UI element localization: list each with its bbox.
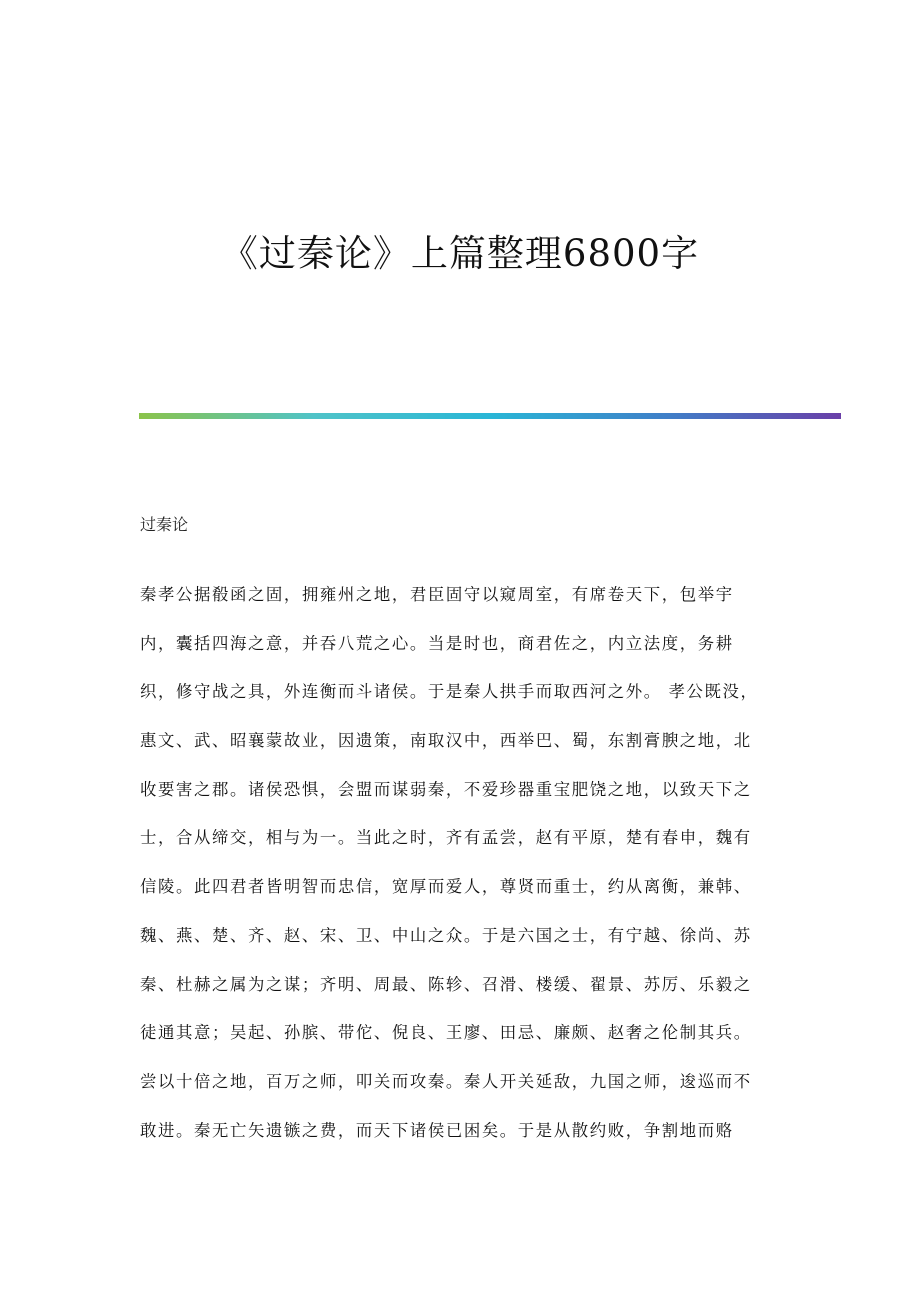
- section-heading: 过秦论: [140, 515, 189, 534]
- body-line: 信陵。此四君者皆明智而忠信，宽厚而爱人，尊贤而重士，约从离衡，兼韩、: [140, 877, 752, 897]
- body-line: 士，合从缔交，相与为一。当此之时，齐有孟尝，赵有平原，楚有春申，魏有: [140, 828, 752, 848]
- body-line: 魏、燕、楚、齐、赵、宋、卫、中山之众。于是六国之士，有宁越、徐尚、苏: [140, 925, 752, 945]
- body-line: 秦、杜赫之属为之谋；齐明、周最、陈轸、召滑、楼缓、翟景、苏厉、乐毅之: [140, 974, 752, 994]
- body-line: 惠文、武、昭襄蒙故业，因遗策，南取汉中，西举巴、蜀，东割膏腴之地，北: [140, 731, 752, 751]
- body-line: 织，修守战之具，外连衡而斗诸侯。于是秦人拱手而取西河之外。 孝公既没，: [140, 682, 759, 702]
- body-line: 徒通其意；吴起、孙膑、带佗、倪良、王廖、田忌、廉颇、赵奢之伦制其兵。: [140, 1023, 752, 1043]
- body-text: [140, 579, 780, 1163]
- body-line: 敢进。秦无亡矢遗镞之费，而天下诸侯已困矣。于是从散约败，争割地而赂: [140, 1120, 734, 1140]
- document-title: 《过秦论》上篇整理6800字: [220, 232, 700, 275]
- body-line: 收要害之郡。诸侯恐惧，会盟而谋弱秦，不爱珍器重宝肥饶之地，以致天下之: [140, 779, 752, 799]
- body-line: 尝以十倍之地，百万之师，叩关而攻秦。秦人开关延敌，九国之师，逡巡而不: [140, 1071, 752, 1091]
- body-line: 秦孝公据殽函之固，拥雍州之地，君臣固守以窥周室，有席卷天下，包举宇: [140, 585, 734, 604]
- title-divider: [139, 413, 841, 419]
- body-line: 内，囊括四海之意，并吞八荒之心。当是时也，商君佐之，内立法度，务耕: [140, 633, 734, 653]
